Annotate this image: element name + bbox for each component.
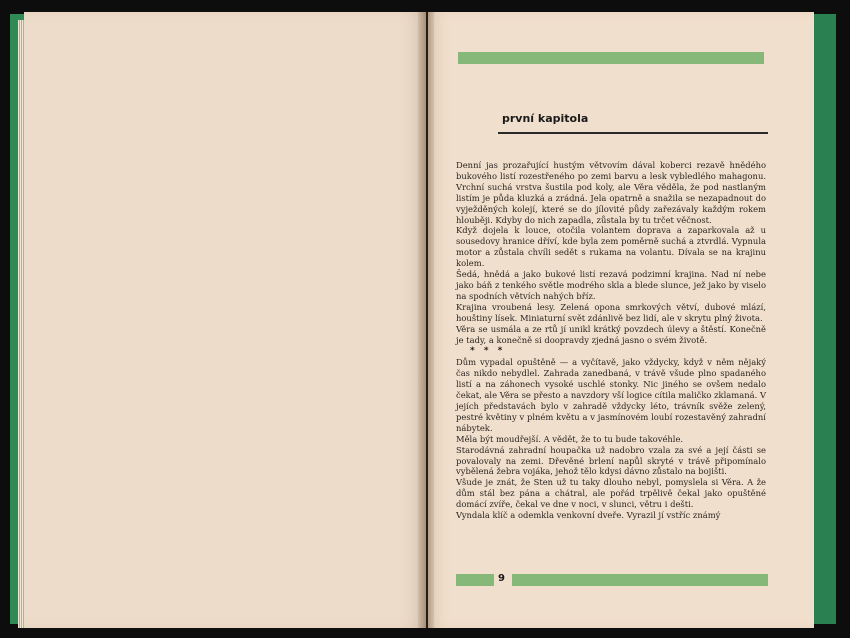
header-green-bar [458, 52, 764, 64]
chapter-title: první kapitola [502, 112, 589, 125]
page-edges [18, 20, 24, 628]
paragraph: Šedá, hnědá a jako bukové listí rezavá podzimní krajina. Nad ní nebe jako báň z tenkého světle modrého skla a blede slunce, jež jako by viselo na spodních větvích nahých bříz. [456, 269, 766, 301]
book-gutter [418, 12, 434, 628]
paragraph: Když dojela k louce, otočila volantem doprava a zaparkovala až u sousedovy hranice dříví, kde byla zem poměrně suchá a ztvrdlá. Vypnula motor a zůstala chvíli sedět s rukama na volantu. Dívala se na krajinu kolem. [456, 225, 766, 269]
paragraph: Vyndala klíč a odemkla venkovní dveře. Vyrazil jí vstříc známý [456, 510, 721, 521]
right-page [428, 12, 814, 628]
folio [456, 574, 768, 586]
section-break: * * * [470, 346, 506, 357]
paragraph: Měla být moudřejší. A vědět, že to tu bude takovéhle. [456, 433, 684, 444]
paragraph: Krajina vroubená lesy. Zelená opona smrkových větví, dubové mlází, houštiny lísek. Miniaturní svět zdánlivě bez lidí, ale v skrytu plný života. [456, 301, 766, 323]
paragraph: Všude je znát, že Sten už tu taky dlouho nebyl, pomyslela si Věra. A že dům stál bez pána a chátral, ale pořád trpělivě čekal jako opuštěné domácí zvíře, čekal ve dne v noci, v slunci, větru i dešti. [456, 477, 766, 510]
body-text [456, 160, 766, 521]
left-page-blank [24, 12, 426, 628]
folio-bar-right [512, 574, 768, 586]
paragraph: Denní jas prozařující hustým větvovím dával koberci rezavě hnědého bukového listí rozestřeného po zemi barvu a lesk vybledlého mahagonu. Vrchní suchá vrstva šustila pod koly, ale Věra věděla, že pod nastlaným listím je půda kluzká a zrádná. Jela opatrně a snažila se nezapadnout do vyježděných kolejí, které se do jílovité půdy zařezávaly každým rokem hlouběji. Kdyby do nich zapadla, zůstala by tu trčet věčnost. [456, 160, 766, 225]
paragraph: Věra se usmála a ze rtů jí unikl krátký povzdech úlevy a štěstí. Konečně je tady, a konečně si doopravdy zjedná jasno o svém životě. [456, 323, 766, 345]
book-spread [10, 4, 830, 630]
paragraph: Starodávná zahradní houpačka už nadobro vzala za své a její části se povalovaly na zemi. Dřevěné brlení napůl skryté v trávě připomínalo vybělená žebra vojáka, jehož tělo kdysi dávno zůstalo na bojišti. [456, 444, 766, 477]
folio-bar-left [456, 574, 494, 586]
page-number: 9 [498, 573, 505, 584]
paragraph: Dům vypadal opuštěně — a vyčítavě, jako vždycky, když v něm nějaký čas nikdo nebydlel. Zahrada zanedbaná, v trávě všude plno spadaného listí a na záhonech vysoké uschlé stonky. Nic jiného se ovšem nedalo čekat, ale Věra se přesto a navzdory vší logice cítila maličko zklamaná. V jejích představách bylo v zahradě vždycky léto, trávník svěže zelený, pestré květiny v plném květu a v jasmínovém loubí rozestavěný zahradní nábytek. [456, 357, 766, 433]
chapter-rule [498, 132, 768, 134]
